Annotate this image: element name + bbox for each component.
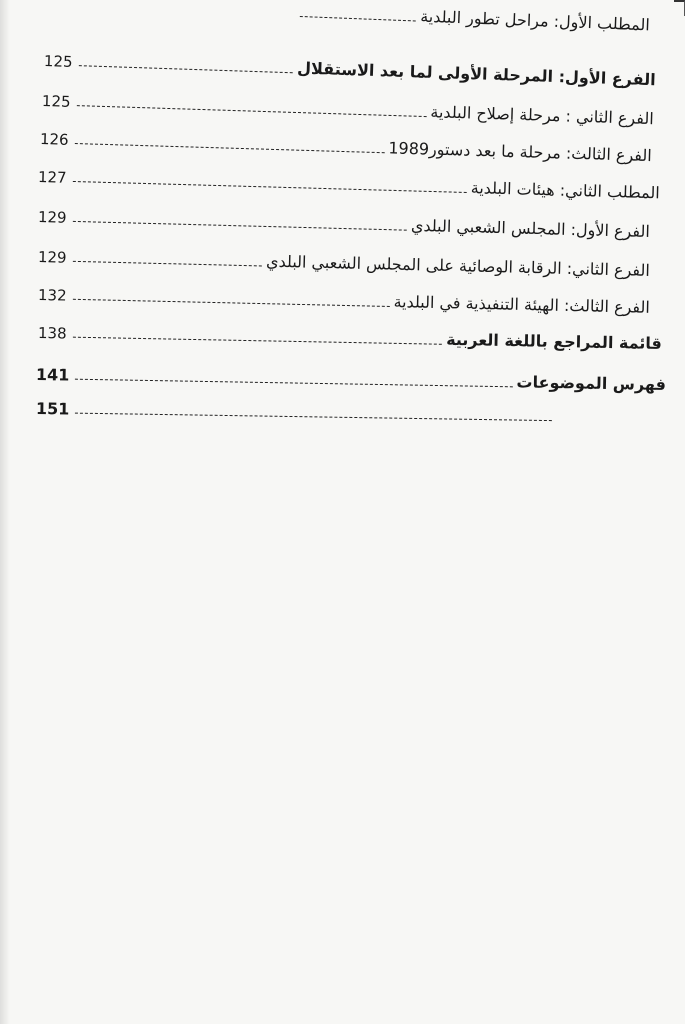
toc-entry-title: المطلب الثاني: هيئات البلدية: [470, 178, 661, 203]
toc-entry: [38, 166, 660, 203]
dotted-leader: [74, 143, 384, 153]
toc-entry-title: الفرع الأول: المرحلة الأولى لما بعد الاستقلال: [296, 58, 656, 90]
dotted-leader: [72, 181, 466, 193]
toc-entry: [38, 246, 650, 281]
toc-entry-title: الفرع الثالث: الهيئة التنفيذية في البلدية: [393, 292, 651, 317]
toc-entry-title: الفرع الثاني : مرحلة إصلاح البلدية: [430, 102, 655, 129]
toc-page-number: 125: [41, 92, 71, 111]
dotted-leader: [73, 299, 390, 307]
toc-entry: [36, 364, 666, 395]
toc-entry: [38, 206, 650, 242]
toc-page-number: 129: [37, 208, 67, 227]
toc-page-number: 127: [37, 168, 67, 187]
toc-entry: [42, 90, 654, 129]
toc-page-number: 141: [35, 365, 70, 385]
dotted-leader: [73, 337, 443, 345]
toc-entry-title: قائمة المراجع باللغة العربية: [445, 329, 663, 353]
toc-entry: [300, 2, 651, 35]
toc-entry: [44, 50, 656, 90]
toc-entry: [36, 400, 556, 426]
toc-page-number: 132: [37, 286, 67, 305]
toc-page-number: 151: [35, 399, 70, 419]
toc-entry-title: الفرع الثاني: الرقابة الوصائية على المجلس الشعبي البلدي: [265, 251, 651, 280]
dotted-leader: [78, 65, 293, 73]
toc-entry-title: المطلب الأول: مراحل تطور البلدية: [419, 6, 651, 35]
toc-page-number: 126: [39, 130, 69, 149]
toc-page-number: 138: [37, 324, 67, 343]
dotted-leader: [75, 413, 552, 421]
toc-entry-title: الفرع الثالث: مرحلة ما بعد دستور1989: [388, 138, 653, 166]
toc-page-number: 129: [37, 248, 67, 267]
toc-entry: [38, 322, 662, 354]
toc-entry: [40, 128, 652, 166]
toc-entry-title: فهرس الموضوعات: [516, 372, 667, 394]
dotted-leader: [76, 105, 426, 117]
toc-entry-title: الفرع الأول: المجلس الشعبي البلدي: [410, 215, 651, 242]
dotted-leader: [73, 261, 262, 267]
toc-entry: [38, 284, 650, 318]
dotted-leader: [75, 379, 512, 388]
dotted-leader: [300, 16, 416, 21]
dotted-leader: [72, 221, 406, 231]
toc-page-number: 125: [43, 52, 73, 71]
